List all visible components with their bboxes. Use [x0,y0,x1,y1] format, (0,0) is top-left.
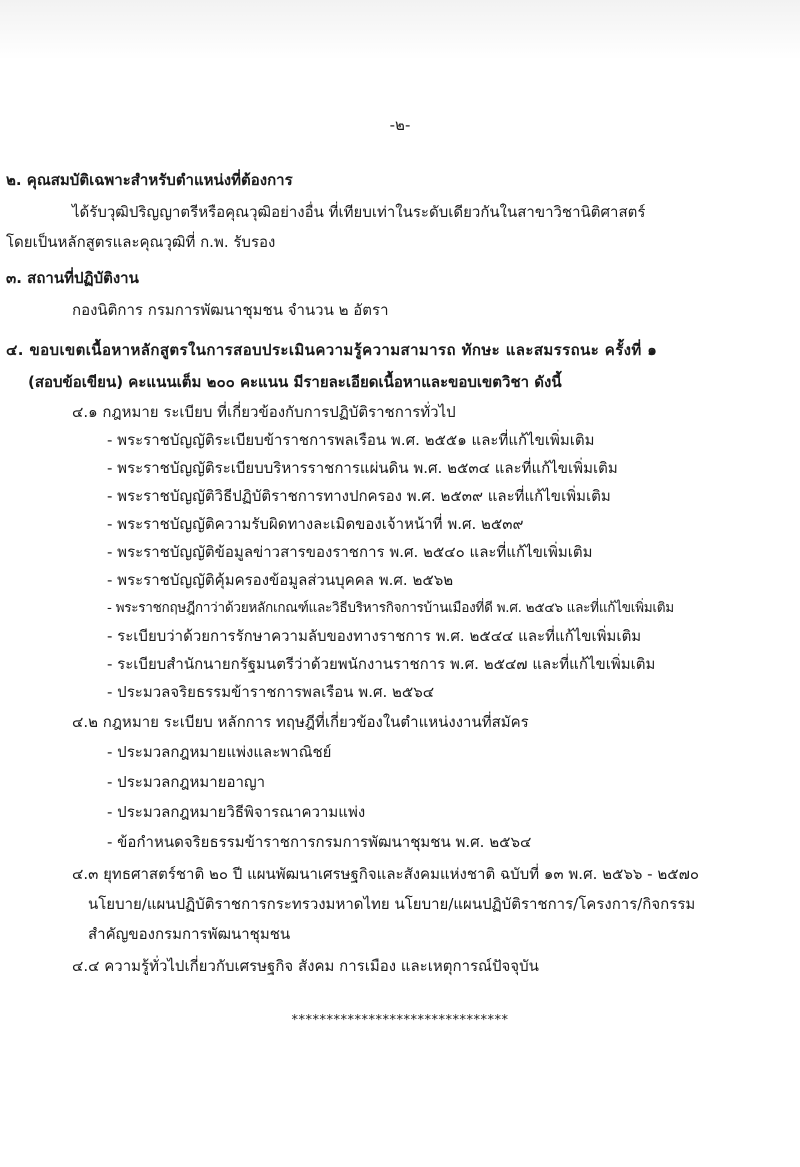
footer-divider-stars: ******************************* [291,1013,509,1028]
subsection-4-3-line-3: สำคัญของกรมการพัฒนาชุมชน [88,925,291,943]
list-item: - พระราชบัญญัติวิธีปฏิบัติราชการทางปกครอง พ.ศ. ๒๕๓๙ และที่แก้ไขเพิ่มเติม [107,487,611,505]
subsection-4-4-title: ๔.๔ ความรู้ทั่วไปเกี่ยวกับเศรษฐกิจ สังคม การเมือง และเหตุการณ์ปัจจุบัน [72,957,539,975]
scan-bleed-through [0,0,800,60]
list-item: - ประมวลจริยธรรมข้าราชการพลเรือน พ.ศ. ๒๕๖๔ [107,683,435,701]
subsection-4-3-line-1: ๔.๓ ยุทธศาสตร์ชาติ ๒๐ ปี แผนพัฒนาเศรษฐกิจและสังคมแห่งชาติ ฉบับที่ ๑๓ พ.ศ. ๒๕๖๖ - ๒๕๗๐ [72,865,700,883]
list-item: - ระเบียบว่าด้วยการรักษาความลับของทางราชการ พ.ศ. ๒๕๔๔ และที่แก้ไขเพิ่มเติม [107,627,642,645]
list-item: - ประมวลกฎหมายวิธีพิจารณาความแพ่ง [107,803,366,821]
list-item: - พระราชบัญญัติคุ้มครองข้อมูลส่วนบุคคล พ.ศ. ๒๕๖๒ [107,571,454,589]
section-4-heading-line-1: ๔. ขอบเขตเนื้อหาหลักสูตรในการสอบประเมินความรู้ความสามารถ ทักษะ และสมรรถนะ ครั้งที่ ๑ [6,341,658,359]
list-item: - พระราชบัญญัติระเบียบข้าราชการพลเรือน พ.ศ. ๒๕๕๑ และที่แก้ไขเพิ่มเติม [107,431,595,449]
list-item: - พระราชบัญญัติระเบียบบริหารราชการแผ่นดิน พ.ศ. ๒๕๓๔ และที่แก้ไขเพิ่มเติม [107,459,618,477]
list-item: - ประมวลกฎหมายอาญา [107,773,266,791]
section-3-line-1: กองนิติการ กรมการพัฒนาชุมชน จำนวน ๒ อัตรา [72,301,389,319]
section-4-heading-line-2: (สอบข้อเขียน) คะแนนเต็ม ๒๐๐ คะแนน มีรายละเอียดเนื้อหาและขอบเขตวิชา ดังนี้ [28,373,562,391]
list-item: - ประมวลกฎหมายแพ่งและพาณิชย์ [107,743,332,761]
subsection-4-1-title: ๔.๑ กฎหมาย ระเบียบ ที่เกี่ยวข้องกับการปฏิบัติราชการทั่วไป [72,403,456,421]
section-2-line-1: ได้รับวุฒิปริญญาตรีหรือคุณวุฒิอย่างอื่น ที่เทียบเท่าในระดับเดียวกันในสาขาวิชานิติศาสตร์ [72,203,646,221]
list-item: - พระราชกฤษฎีกาว่าด้วยหลักเกณฑ์และวิธีบริหารกิจการบ้านเมืองที่ดี พ.ศ. ๒๕๔๖ และที่แก้ไขเพิ่มเติม [107,600,674,616]
section-2-heading: ๒. คุณสมบัติเฉพาะสำหรับตำแหน่งที่ต้องการ [6,171,293,189]
subsection-4-2-title: ๔.๒ กฎหมาย ระเบียบ หลักการ ทฤษฎีที่เกี่ยวข้องในตำแหน่งงานที่สมัคร [72,713,529,731]
page-number: -๒- [389,116,411,134]
section-2-line-2: โดยเป็นหลักสูตรและคุณวุฒิที่ ก.พ. รับรอง [6,233,276,251]
list-item: - พระราชบัญญัติความรับผิดทางละเมิดของเจ้าหน้าที่ พ.ศ. ๒๕๓๙ [107,515,524,533]
subsection-4-3-line-2: นโยบาย/แผนปฏิบัติราชการกระทรวงมหาดไทย นโยบาย/แผนปฏิบัติราชการ/โครงการ/กิจกรรม [88,895,696,913]
list-item: - พระราชบัญญัติข้อมูลข่าวสารของราชการ พ.ศ. ๒๕๔๐ และที่แก้ไขเพิ่มเติม [107,543,593,561]
list-item: - ข้อกำหนดจริยธรรมข้าราชการกรมการพัฒนาชุมชน พ.ศ. ๒๕๖๔ [107,833,532,851]
section-3-heading: ๓. สถานที่ปฏิบัติงาน [6,269,139,287]
list-item: - ระเบียบสำนักนายกรัฐมนตรีว่าด้วยพนักงานราชการ พ.ศ. ๒๕๔๗ และที่แก้ไขเพิ่มเติม [107,655,656,673]
